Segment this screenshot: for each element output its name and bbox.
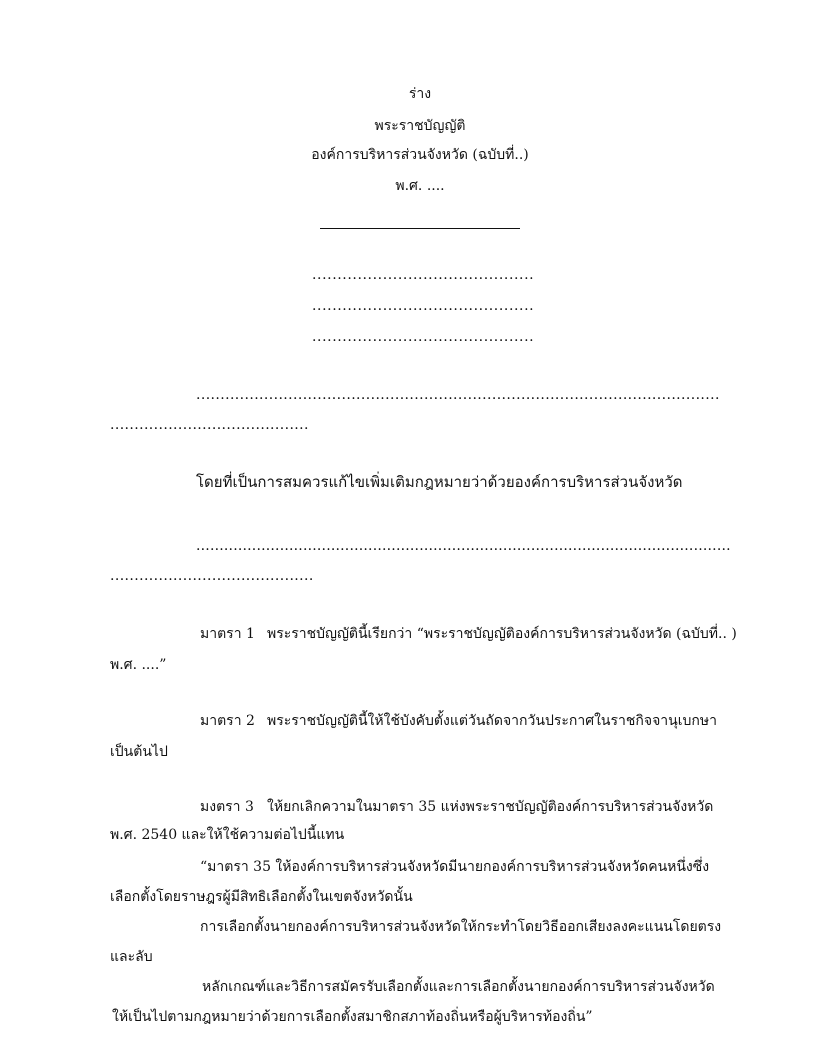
preamble-line-1: ............................................................................................................ — [196, 387, 720, 403]
quote-paragraph-2-line-2: และลับ — [110, 949, 153, 965]
section-1-line-1: พระราชบัญญัตินี้เรียกว่า “พระราชบัญญัติองค์การบริหารส่วนจังหวัด (ฉบับที่.. ) — [267, 626, 737, 642]
section-1-number: มาตรา 1 — [200, 626, 255, 642]
section-2-line-2: เป็นต้นไป — [110, 744, 168, 760]
quote-paragraph-1-line-2: เลือกตั้งโดยราษฎรผู้มีสิทธิเลือกตั้งในเขตจังหวัดนั้น — [110, 889, 413, 905]
signature-dots-3: ............................................ — [312, 329, 535, 345]
enactment-line-1: ................................................................................................................... — [196, 538, 731, 554]
signature-dots-1: ............................................ — [312, 267, 535, 283]
title-divider — [320, 228, 520, 229]
section-3-line-2: พ.ศ. 2540 และให้ใช้ความต่อไปนี้แทน — [110, 827, 345, 843]
section-3-number: มงตรา 3 — [200, 799, 254, 815]
draft-label: ร่าง — [408, 86, 432, 102]
act-title: องค์การบริหารส่วนจังหวัด (ฉบับที่..) — [311, 147, 529, 163]
section-1-line-2: พ.ศ. ....” — [110, 657, 167, 673]
quote-paragraph-1-line-1: “มาตรา 35 ให้องค์การบริหารส่วนจังหวัดมีนายกองค์การบริหารส่วนจังหวัดคนหนึ่งซึ่ง — [200, 859, 710, 875]
rationale-text: โดยที่เป็นการสมควรแก้ไขเพิ่มเติมกฎหมายว่าด้วยองค์การบริหารส่วนจังหวัด — [196, 473, 683, 491]
quote-paragraph-3-line-2: ให้เป็นไปตามกฎหมายว่าด้วยการเลือกตั้งสมาชิกสภาท้องถิ่นหรือผู้บริหารท้องถิ่น” — [112, 1009, 593, 1025]
act-year: พ.ศ. .... — [395, 178, 445, 194]
preamble-line-2: ......................................... — [110, 417, 309, 433]
section-2-line-1: พระราชบัญญัตินี้ให้ใช้บังคับตั้งแต่วันถัดจากวันประกาศในราชกิจจานุเบกษา — [267, 713, 717, 729]
enactment-line-2: .......................................... — [110, 568, 314, 584]
section-3-line-1: ให้ยกเลิกความในมาตรา 35 แห่งพระราชบัญญัติองค์การบริหารส่วนจังหวัด — [267, 799, 714, 815]
act-label: พระราชบัญญัติ — [374, 118, 466, 134]
section-2-number: มาตรา 2 — [200, 713, 255, 729]
quote-paragraph-3-line-1: หลักเกณฑ์และวิธีการสมัครรับเลือกตั้งและการเลือกตั้งนายกองค์การบริหารส่วนจังหวัด — [202, 979, 715, 995]
quote-paragraph-2-line-1: การเลือกตั้งนายกองค์การบริหารส่วนจังหวัดให้กระทำโดยวิธีออกเสียงลงคะแนนโดยตรง — [200, 919, 722, 935]
signature-dots-2: ............................................ — [312, 298, 535, 314]
